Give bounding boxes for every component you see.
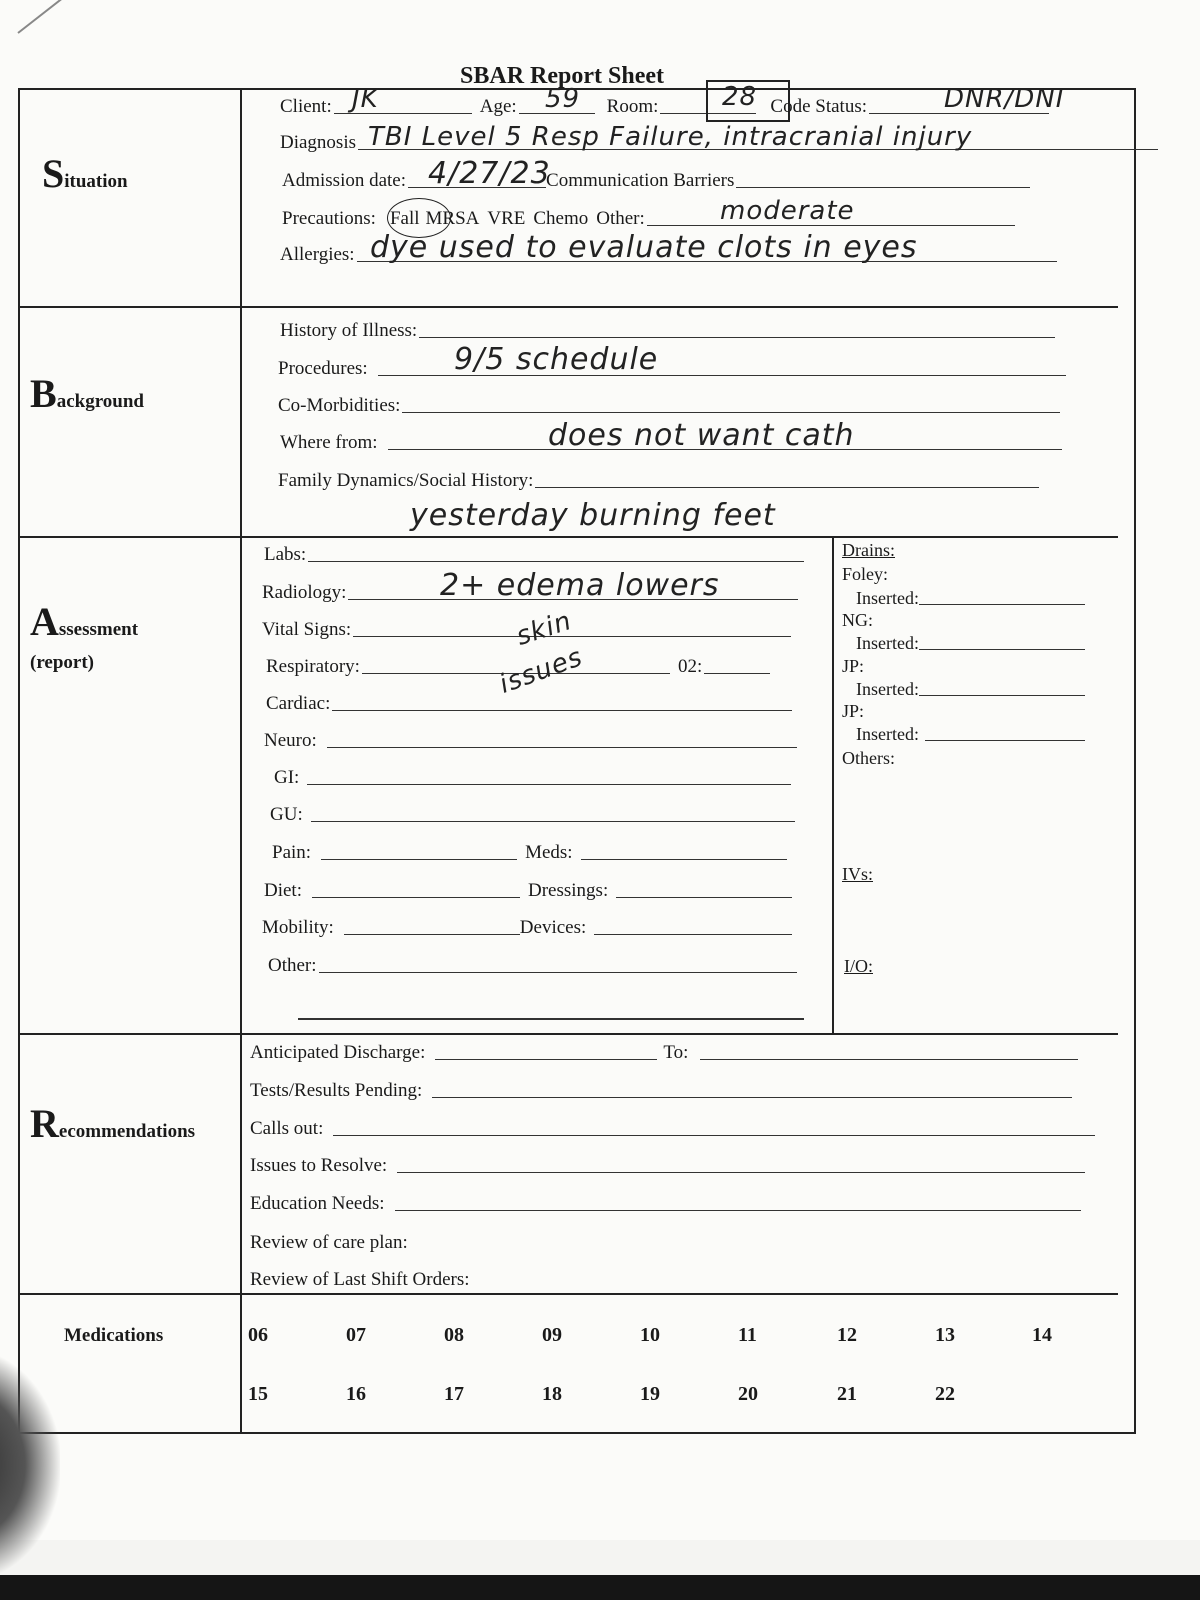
divider-situation	[18, 306, 1118, 308]
neuro-row: Neuro:	[264, 726, 797, 752]
divider-assessment	[18, 1033, 1118, 1035]
discharge-row: Anticipated Discharge: To:	[250, 1038, 1078, 1064]
photo-bottom-edge	[0, 1575, 1200, 1600]
vital-signs-row: Vital Signs:	[262, 615, 791, 641]
gi-field[interactable]	[307, 764, 791, 785]
med-hour[interactable]: 20	[738, 1383, 758, 1405]
med-hour[interactable]: 12	[837, 1324, 857, 1346]
med-hour[interactable]: 18	[542, 1383, 562, 1405]
where-from-value: does not want cath	[548, 418, 855, 453]
client-value: JK	[352, 84, 379, 114]
tests-row: Tests/Results Pending:	[250, 1076, 1072, 1102]
jp-label-2: JP:	[842, 701, 865, 721]
devices-field[interactable]	[594, 914, 792, 935]
calls-out-field[interactable]	[333, 1115, 1095, 1136]
precautions-other-value: moderate	[720, 196, 855, 226]
procedures-value: 9/5 schedule	[454, 342, 659, 377]
section-medications: Medications	[64, 1325, 164, 1346]
divider-recommendations	[18, 1293, 1118, 1295]
mobility-field[interactable]	[344, 914, 520, 935]
neuro-field[interactable]	[327, 727, 797, 748]
pain-meds-row: Pain: Meds:	[272, 838, 787, 864]
med-hour[interactable]: 16	[346, 1383, 366, 1405]
med-hour[interactable]: 08	[444, 1324, 464, 1346]
precaution-fall[interactable]: Fall	[389, 208, 420, 229]
education-field[interactable]	[395, 1190, 1081, 1211]
med-hour[interactable]: 21	[837, 1383, 857, 1405]
family-field[interactable]	[535, 467, 1039, 488]
respiratory-value: issues	[495, 642, 587, 700]
med-hour[interactable]: 19	[640, 1383, 660, 1405]
tests-field[interactable]	[432, 1077, 1072, 1098]
diagnosis-value: TBI Level 5 Resp Failure, intracranial injury	[368, 122, 973, 152]
drains-heading: Drains:	[842, 540, 895, 560]
precaution-mrsa[interactable]: MRSA	[425, 208, 480, 229]
section-recommendations: Recommendations	[30, 1101, 196, 1146]
precaution-chemo[interactable]: Chemo	[533, 208, 589, 229]
allergies-value: dye used to evaluate clots in eyes	[370, 230, 918, 265]
labs-field[interactable]	[308, 541, 804, 562]
divider-background	[18, 536, 1118, 538]
allergies-row: Allergies:	[280, 240, 1057, 266]
ivs-label: IVs:	[842, 864, 873, 884]
labs-row: Labs:	[264, 540, 804, 566]
client-row: Client: Age: Room: Code Status:	[280, 92, 1049, 118]
education-row: Education Needs:	[250, 1189, 1081, 1215]
admission-date-value: 4/27/23	[428, 156, 551, 191]
ng-label: NG:	[842, 610, 873, 630]
assessment-other-row: Other:	[268, 951, 797, 977]
jp1-inserted-field[interactable]	[919, 679, 1085, 696]
gi-row: GI:	[274, 763, 791, 789]
gu-field[interactable]	[311, 801, 795, 822]
issues-row: Issues to Resolve:	[250, 1151, 1085, 1177]
procedures-row: Procedures:	[278, 354, 1066, 380]
diagnosis-row: Diagnosis	[280, 128, 1158, 154]
assessment-other-field[interactable]	[319, 952, 797, 973]
foley-inserted-row: Inserted:	[856, 588, 1085, 609]
section-assessment: Assessment	[30, 599, 139, 644]
others-label: Others:	[842, 748, 895, 768]
precaution-vre[interactable]: VRE	[487, 208, 526, 229]
room-value: 28	[722, 82, 758, 112]
mobility-devices-row: Mobility: Devices:	[262, 913, 792, 939]
foley-inserted-field[interactable]	[919, 588, 1085, 605]
last-shift-row: Review of Last Shift Orders:	[250, 1269, 470, 1290]
cardiac-row: Cardiac:	[266, 689, 792, 715]
family-row: Family Dynamics/Social History:	[278, 466, 1039, 492]
med-hour[interactable]: 11	[738, 1324, 757, 1346]
med-hour[interactable]: 17	[444, 1383, 464, 1405]
med-hour[interactable]: 06	[248, 1324, 268, 1346]
radiology-value: 2+ edema lowers	[440, 568, 720, 603]
cardiac-field[interactable]	[332, 690, 792, 711]
diet-dressings-row: Diet: Dressings:	[264, 876, 792, 902]
med-hour[interactable]: 10	[640, 1324, 660, 1346]
code-status-value: DNR/DNI	[944, 84, 1065, 114]
discharge-field[interactable]	[435, 1039, 657, 1060]
form-frame	[18, 88, 1136, 1434]
comorbidities-row: Co-Morbidities:	[278, 391, 1060, 417]
pencil-mark	[17, 0, 67, 34]
jp2-inserted-field[interactable]	[925, 724, 1085, 741]
pain-field[interactable]	[321, 839, 517, 860]
radiology-row: Radiology:	[262, 578, 798, 604]
foley-label: Foley:	[842, 564, 889, 584]
section-situation: Situation	[42, 151, 128, 196]
jp-label-1: JP:	[842, 656, 865, 676]
calls-out-row: Calls out:	[250, 1114, 1095, 1140]
history-field[interactable]	[419, 317, 1055, 338]
discharge-to-field[interactable]	[700, 1039, 1078, 1060]
io-label: I/O:	[844, 956, 873, 976]
ng-inserted-row: Inserted:	[856, 633, 1085, 654]
assessment-side-divider	[832, 536, 834, 1033]
meds-field[interactable]	[581, 839, 787, 860]
o2-field[interactable]	[704, 653, 770, 674]
family-value: yesterday burning feet	[410, 498, 776, 533]
respiratory-row: Respiratory: 02:	[266, 652, 770, 678]
vital-signs-value: skin	[512, 606, 576, 652]
jp2-inserted-row: Inserted:	[856, 724, 1085, 745]
communication-barriers-field[interactable]	[736, 167, 1030, 188]
page-title: SBAR Report Sheet	[460, 63, 664, 89]
ng-inserted-field[interactable]	[919, 633, 1085, 650]
precautions-row: Precautions: Fall MRSA VRE Chemo Other:	[282, 204, 1015, 230]
photo-shadow	[0, 1350, 60, 1580]
jp1-inserted-row: Inserted:	[856, 679, 1085, 700]
care-plan-row: Review of care plan:	[250, 1232, 408, 1253]
admission-row: Admission date: Communication Barriers	[282, 166, 1030, 192]
issues-field[interactable]	[397, 1152, 1085, 1173]
diet-field[interactable]	[312, 877, 520, 898]
history-row: History of Illness:	[280, 316, 1055, 342]
age-value: 59	[545, 84, 581, 114]
med-hour[interactable]: 14	[1032, 1324, 1052, 1346]
med-hour[interactable]: 15	[248, 1383, 268, 1405]
where-from-row: Where from:	[280, 428, 1062, 454]
gu-row: GU:	[270, 800, 795, 826]
med-hour[interactable]: 07	[346, 1324, 366, 1346]
label-column-divider	[240, 88, 242, 1434]
med-hour[interactable]: 09	[542, 1324, 562, 1346]
med-hour[interactable]: 13	[935, 1324, 955, 1346]
section-background: Background	[30, 371, 144, 416]
section-assessment-sub: (report)	[30, 652, 95, 673]
dressings-field[interactable]	[616, 877, 792, 898]
assessment-extra-line	[298, 1018, 804, 1020]
med-hour[interactable]: 22	[935, 1383, 955, 1405]
comorbidities-field[interactable]	[402, 392, 1060, 413]
